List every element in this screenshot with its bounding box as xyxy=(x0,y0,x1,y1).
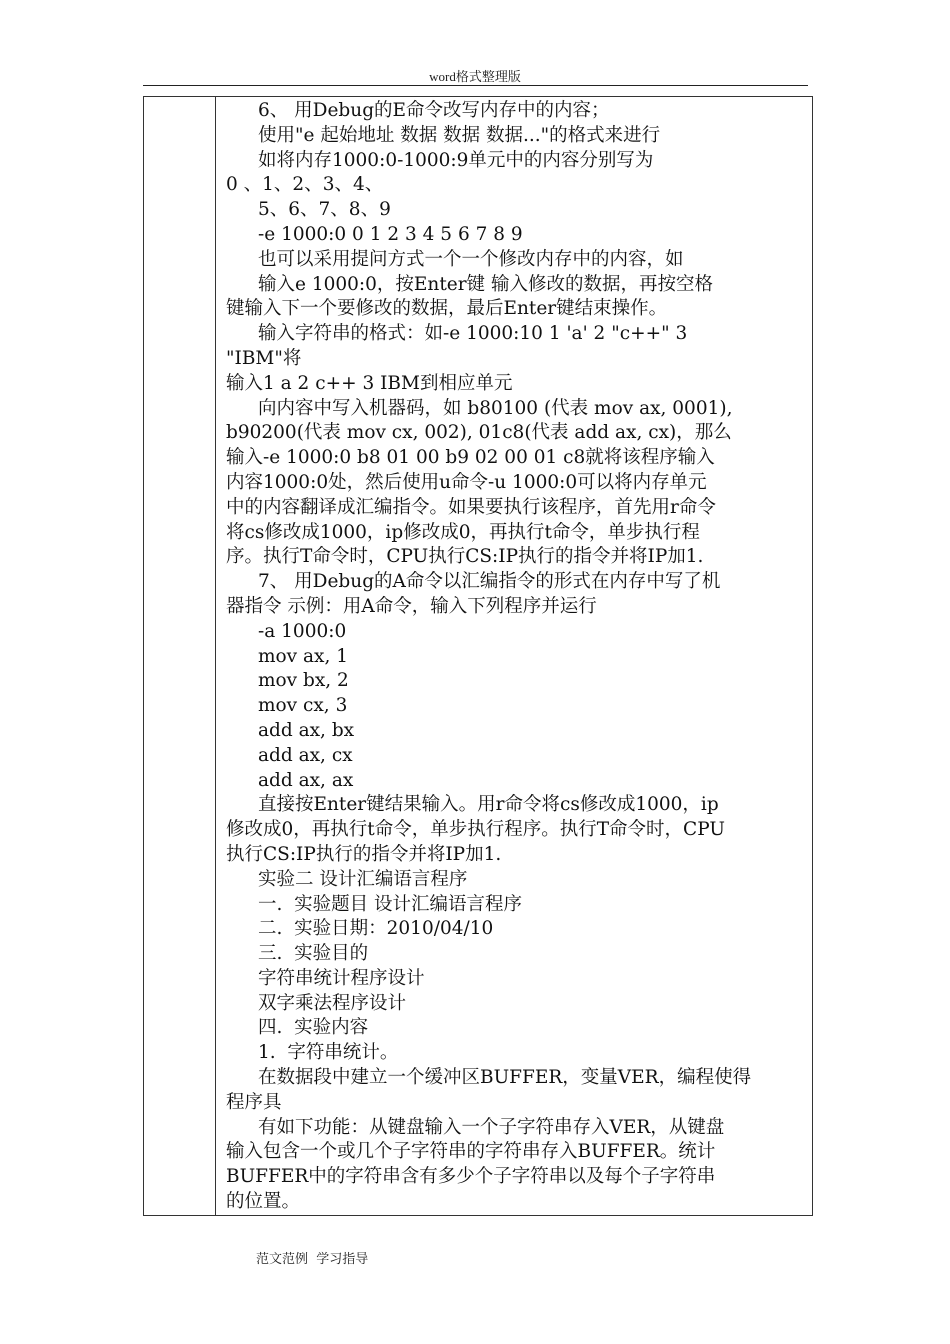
text-line: 中的内容翻译成汇编指令。如果要执行该程序，首先用r命令 xyxy=(226,496,716,518)
text-line: add ax, cx xyxy=(258,744,353,766)
text-line: 序。执行T命令时，CPU执行CS:IP执行的指令并将IP加1. xyxy=(226,546,704,568)
text-line: 1. 字符串统计。 xyxy=(258,1042,399,1064)
text-line: 器指令 示例：用A命令，输入下列程序并运行 xyxy=(226,595,597,617)
page-header: word格式整理版 xyxy=(429,69,521,84)
text-line: 键输入下一个要修改的数据，最后Enter键结束操作。 xyxy=(226,298,668,320)
text-line: 7、 用Debug的A命令以汇编指令的形式在内存中写了机 xyxy=(258,571,721,593)
text-line: 的位置。 xyxy=(226,1191,301,1213)
text-line: 将cs修改成1000，ip修改成0，再执行t命令，单步执行程 xyxy=(226,521,700,543)
text-line: 修改成0，再执行t命令，单步执行程序。执行T命令时，CPU xyxy=(226,819,725,841)
text-line: 字符串统计程序设计 xyxy=(258,967,425,989)
text-line: "IBM"将 xyxy=(226,347,302,369)
text-line: 一. 实验题目 设计汇编语言程序 xyxy=(258,893,523,915)
text-line: b90200(代表 mov cx, 002), 01c8(代表 add ax, cx)，那么 xyxy=(226,422,732,444)
content-table xyxy=(143,96,813,1216)
text-line: 直接按Enter键结果输入。用r命令将cs修改成1000，ip xyxy=(258,794,719,816)
text-line: -e 1000:0 0 1 2 3 4 5 6 7 8 9 xyxy=(258,223,523,245)
text-line: 有如下功能：从键盘输入一个子字符串存入VER，从键盘 xyxy=(258,1116,725,1138)
text-line: mov cx, 3 xyxy=(258,695,348,717)
text-line: mov ax, 1 xyxy=(258,645,349,667)
text-line: 双字乘法程序设计 xyxy=(258,992,407,1014)
text-line: 5、6、7、8、9 xyxy=(258,199,391,221)
page-footer: 范文范例 学习指导 xyxy=(256,1252,369,1267)
text-line: 0 、1、2、3、4、 xyxy=(226,174,384,196)
text-line: 使用"e 起始地址 数据 数据 数据..."的格式来进行 xyxy=(258,124,661,146)
text-line: -a 1000:0 xyxy=(258,620,347,642)
text-line: BUFFER中的字符串含有多少个子字符串以及每个子字符串 xyxy=(226,1166,716,1188)
text-line: 三. 实验目的 xyxy=(258,943,369,965)
text-line: 内容1000:0处，然后使用u命令-u 1000:0可以将内存单元 xyxy=(226,471,707,493)
text-line: add ax, bx xyxy=(258,719,355,741)
text-line: 输入1 a 2 c++ 3 IBM到相应单元 xyxy=(226,372,513,394)
text-line: 程序具 xyxy=(226,1091,282,1113)
text-line: 实验二 设计汇编语言程序 xyxy=(258,868,468,890)
text-line: 6、 用Debug的E命令改写内存中的内容； xyxy=(258,100,610,121)
text-line: 在数据段中建立一个缓冲区BUFFER，变量VER，编程使得 xyxy=(258,1067,752,1089)
text-line: 四. 实验内容 xyxy=(258,1017,369,1039)
text-line: 输入字符串的格式：如-e 1000:10 1 'a' 2 "c++" 3 xyxy=(258,323,688,345)
content-cell xyxy=(226,99,811,1215)
text-line: 向内容中写入机器码，如 b80100 (代表 mov ax, 0001), xyxy=(258,397,733,419)
text-line: 输入e 1000:0，按Enter键 输入修改的数据，再按空格 xyxy=(258,273,713,295)
header-rule xyxy=(143,85,808,86)
text-line: 二. 实验日期：2010/04/10 xyxy=(258,918,494,940)
text-line: 如将内存1000:0-1000:9单元中的内容分别写为 xyxy=(258,149,654,171)
text-line: add ax, ax xyxy=(258,769,354,791)
text-line: 执行CS:IP执行的指令并将IP加1. xyxy=(226,843,502,865)
text-line: 也可以采用提问方式一个一个修改内存中的内容，如 xyxy=(258,248,684,270)
text-line: 输入-e 1000:0 b8 01 00 b9 02 00 01 c8就将该程序输入 xyxy=(226,447,715,469)
text-line: 输入包含一个或几个子字符串的字符串存入BUFFER。统计 xyxy=(226,1141,716,1163)
text-line: mov bx, 2 xyxy=(258,670,349,692)
column-divider xyxy=(215,97,216,1215)
